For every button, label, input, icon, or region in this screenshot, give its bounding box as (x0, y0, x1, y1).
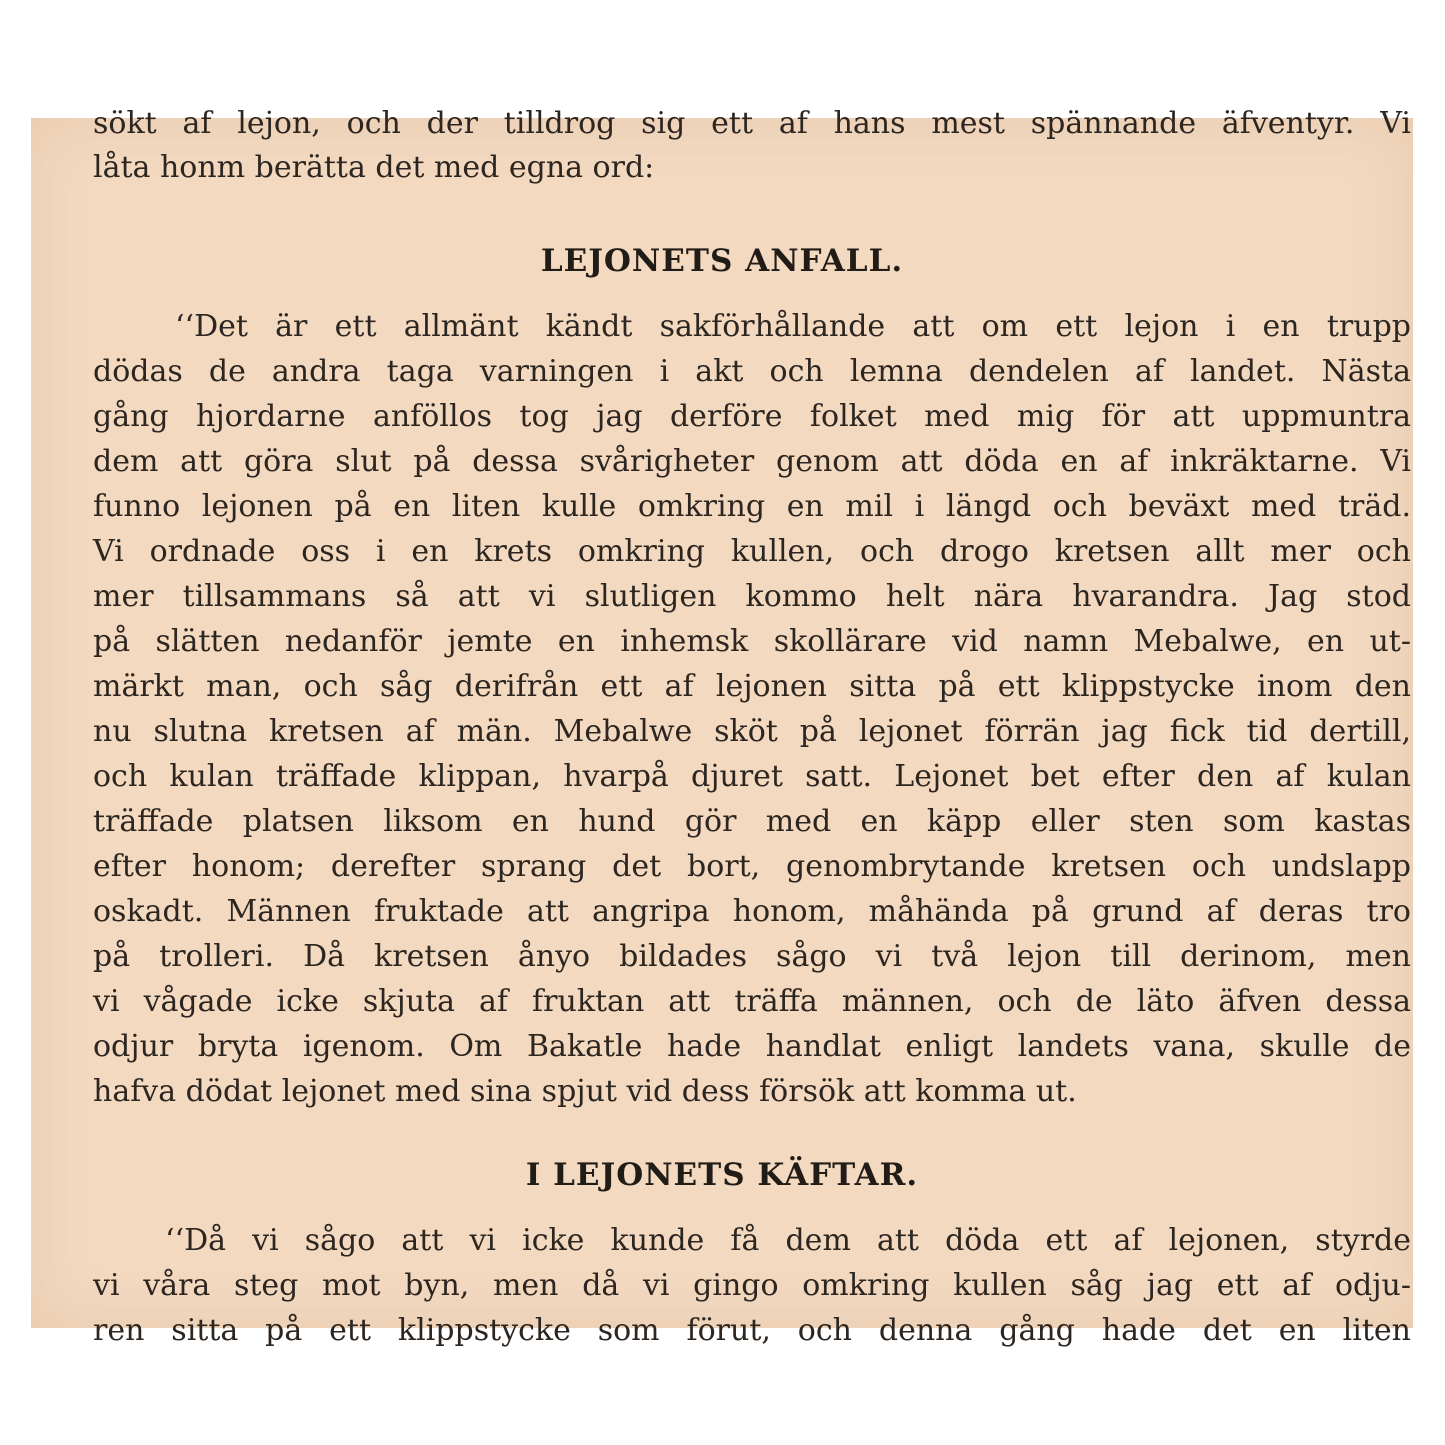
text-line: ‘‘Då vi sågo att vi icke kunde få dem att döda ett af lejonen, styrde (165, 1223, 1411, 1258)
text-line: låta honm berätta det med egna ord: (93, 150, 655, 185)
text-line: funno lejonen på en liten kulle omkring en mil i längd och beväxt med träd. (93, 489, 1411, 524)
text-line: ren sitta på ett klippstycke som förut, och denna gång hade det en liten (93, 1313, 1411, 1348)
section-heading-lejonets-anfall: LEJONETS ANFALL. (540, 243, 904, 279)
text-line: ‘‘Det är ett allmänt kändt sakförhållande att om ett lejon i en trupp (175, 309, 1411, 344)
text-line: och kulan träffade klippan, hvarpå djuret satt. Lejonet bet efter den af kulan (93, 759, 1411, 794)
section-heading-i-lejonets-kaftar: I LEJONETS KÄFTAR. (525, 1157, 919, 1193)
text-line: träffade platsen liksom en hund gör med en käpp eller sten som kastas (93, 804, 1411, 839)
text-line: dödas de andra taga varningen i akt och lemna dendelen af landet. Nästa (93, 354, 1411, 389)
text-line: vi våra steg mot byn, men då vi gingo omkring kullen såg jag ett af odju- (93, 1268, 1411, 1303)
text-line: vi vågade icke skjuta af fruktan att träffa männen, och de läto äfven dessa (93, 984, 1411, 1019)
text-line: Vi ordnade oss i en krets omkring kullen, och drogo kretsen allt mer och (93, 534, 1411, 569)
newspaper-page (31, 106, 1413, 1348)
text-line: sökt af lejon, och der tilldrog sig ett af hans mest spännande äfventyr. Vi (93, 106, 1411, 141)
text-line: nu slutna kretsen af män. Mebalwe sköt på lejonet förrän jag fick tid dertill, (93, 714, 1411, 749)
text-line: på trolleri. Då kretsen ånyo bildades sågo vi två lejon till derinom, men (93, 939, 1411, 974)
text-line: märkt man, och såg derifrån ett af lejonen sitta på ett klippstycke inom den (93, 669, 1411, 704)
text-line: efter honom; derefter sprang det bort, genombrytande kretsen och undslapp (93, 849, 1411, 884)
text-line: oskadt. Männen fruktade att angripa honom, måhända på grund af deras tro (93, 894, 1411, 929)
text-line: dem att göra slut på dessa svårigheter genom att döda en af inkräktarne. Vi (93, 444, 1411, 479)
text-line: odjur bryta igenom. Om Bakatle hade handlat enligt landets vana, skulle de (93, 1029, 1411, 1064)
text-line: mer tillsammans så att vi slutligen kommo helt nära hvarandra. Jag stod (93, 579, 1411, 614)
text-line: hafva dödat lejonet med sina spjut vid dess försök att komma ut. (93, 1074, 1077, 1109)
text-line: på slätten nedanför jemte en inhemsk skollärare vid namn Mebalwe, en ut- (93, 624, 1411, 659)
text-line: gång hjordarne anföllos tog jag derföre folket med mig för att uppmuntra (93, 399, 1411, 434)
